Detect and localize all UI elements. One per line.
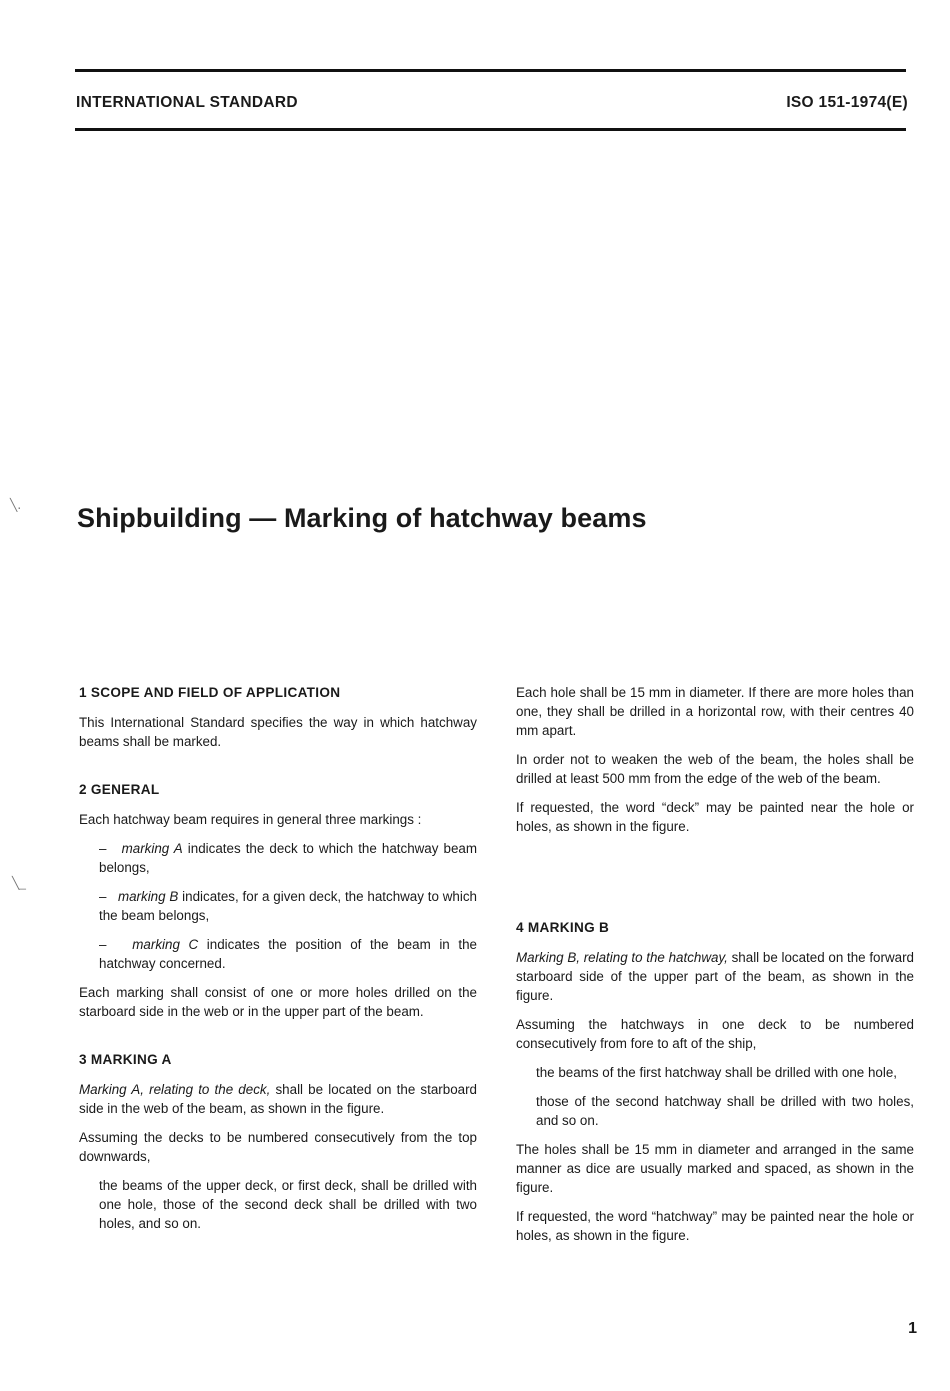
section-3-paragraph-3: the beams of the upper deck, or first deck, shall be drilled with one hole, those of the second deck shall be drilled with two holes, and so on.	[99, 1178, 477, 1231]
header-bottom-rule	[75, 128, 906, 131]
document-title: Shipbuilding — Marking of hatchway beams	[77, 503, 647, 533]
section-4-paragraph-2: Assuming the hatchways in one deck to be numbered consecutively from fore to aft of the ship,	[516, 1017, 914, 1051]
list-item-marking-c: – marking C indicates the position of the beam in the hatchway concerned.	[99, 937, 477, 971]
page-number: 1	[908, 1320, 917, 1337]
section-3-heading: 3 MARKING A	[79, 1052, 172, 1067]
list-item-marking-a: – marking A indicates the deck to which the hatchway beam belongs,	[99, 841, 478, 875]
section-4-heading: 4 MARKING B	[516, 920, 610, 935]
list-item-marking-b: – marking B indicates, for a given deck, the hatchway to which the beam belongs,	[99, 889, 478, 923]
header-standard-type: INTERNATIONAL STANDARD	[76, 94, 298, 111]
section-3-paragraph-5: In order not to weaken the web of the beam, the holes shall be drilled at least 500 mm from the edge of the web of the beam.	[516, 752, 914, 786]
header-standard-number: ISO 151-1974(E)	[786, 94, 908, 111]
section-4-paragraph-4: those of the second hatchway shall be drilled with two holes, and so on.	[536, 1094, 914, 1128]
section-4-paragraph-1: Marking B, relating to the hatchway, shall be located on the forward starboard side of the upper part of the beam, as shown in the figure.	[516, 950, 914, 1003]
right-column	[516, 683, 914, 1255]
section-3-paragraph-2: Assuming the decks to be numbered consecutively from the top downwards,	[79, 1130, 477, 1164]
section-3-paragraph-4: Each hole shall be 15 mm in diameter. If there are more holes than one, they shall be drilled in a horizontal row, with their centres 40 mm apart.	[516, 685, 914, 738]
section-1-heading: 1 SCOPE AND FIELD OF APPLICATION	[79, 685, 341, 700]
scan-mark: ╲_	[12, 876, 26, 890]
scan-mark: ╲․	[10, 498, 22, 512]
section-1-paragraph: This International Standard specifies the way in which hatchway beams shall be marked.	[79, 715, 477, 749]
section-4-paragraph-6: If requested, the word “hatchway” may be painted near the hole or holes, as shown in the figure.	[516, 1209, 914, 1243]
section-2-intro: Each hatchway beam requires in general three markings :	[79, 812, 422, 827]
section-3-paragraph-1: Marking A, relating to the deck, shall be located on the starboard side in the web of the beam, as shown in the figure.	[79, 1082, 477, 1116]
section-2-closing: Each marking shall consist of one or more holes drilled on the starboard side in the web or in the upper part of the beam.	[79, 985, 477, 1019]
section-2-heading: 2 GENERAL	[79, 782, 160, 797]
header-top-rule	[75, 69, 906, 72]
section-3-paragraph-6: If requested, the word “deck” may be painted near the hole or holes, as shown in the figure.	[516, 800, 914, 834]
section-4-paragraph-5: The holes shall be 15 mm in diameter and arranged in the same manner as dice are usually marked and spaced, as shown in the figure.	[516, 1142, 914, 1195]
left-column	[79, 683, 477, 1243]
section-4-paragraph-3: the beams of the first hatchway shall be drilled with one hole,	[536, 1065, 898, 1080]
